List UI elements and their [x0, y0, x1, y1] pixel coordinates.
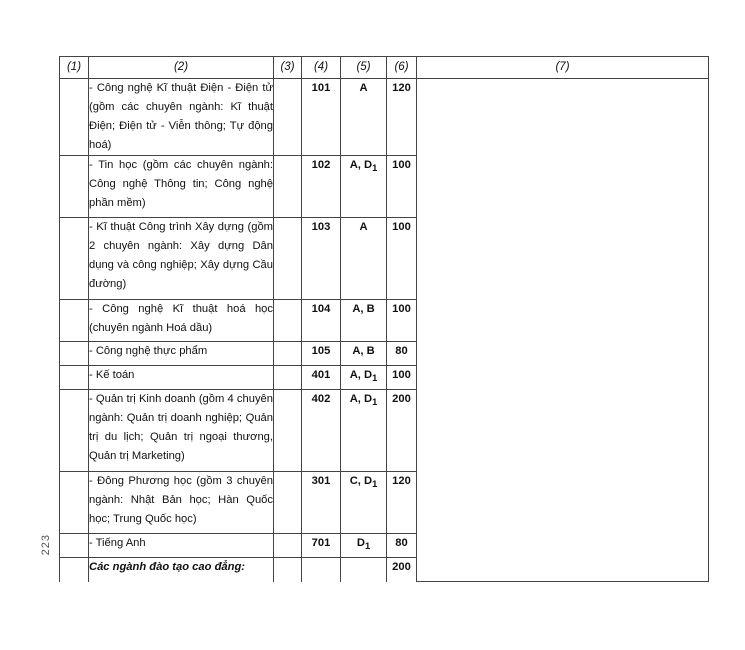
blank-cell	[274, 156, 302, 218]
group-cell	[60, 366, 89, 390]
group-cell	[60, 342, 89, 366]
exam-blocks: A, $D_1$	[341, 390, 387, 472]
exam-blocks: A	[341, 79, 387, 156]
exam-blocks: A, B	[341, 300, 387, 342]
quota: 200	[387, 558, 417, 582]
blank-cell	[341, 558, 387, 582]
blank-cell	[274, 218, 302, 300]
blank-cell	[274, 342, 302, 366]
major-name: - Kế toán	[89, 366, 274, 390]
col-header-4: (4)	[302, 57, 341, 79]
blank-cell	[274, 390, 302, 472]
major-code: 104	[302, 300, 341, 342]
major-code: 401	[302, 366, 341, 390]
exam-blocks: A, $D_1$	[341, 366, 387, 390]
blank-cell	[274, 472, 302, 534]
col-header-2: (2)	[89, 57, 274, 79]
exam-blocks: A	[341, 218, 387, 300]
header-row	[60, 57, 709, 79]
group-cell	[60, 300, 89, 342]
exam-blocks: A, B	[341, 342, 387, 366]
major-code: 102	[302, 156, 341, 218]
group-cell	[60, 156, 89, 218]
table-row	[60, 79, 709, 156]
exam-blocks: $D_1$	[341, 534, 387, 558]
group-cell	[60, 218, 89, 300]
major-code: 101	[302, 79, 341, 156]
major-name: - Quản trị Kinh doanh (gồm 4 chuyên ngành: Quản trị doanh nghiệp; Quản trị du lịch; Quản trị ngoại thương, Quản trị Marketing)	[89, 390, 274, 472]
major-name: - Công nghệ Kĩ thuật hoá học (chuyên ngành Hoá dầu)	[89, 300, 274, 342]
col-header-6: (6)	[387, 57, 417, 79]
quota: 80	[387, 342, 417, 366]
quota: 100	[387, 156, 417, 218]
major-name: - Công nghệ thực phẩm	[89, 342, 274, 366]
col-header-7: (7)	[417, 57, 709, 79]
major-code: 105	[302, 342, 341, 366]
major-name: - Tiếng Anh	[89, 534, 274, 558]
major-name: - Kĩ thuật Công trình Xây dựng (gồm 2 chuyên ngành: Xây dựng Dân dụng và công nghiệp; Xây dựng Cầu đường)	[89, 218, 274, 300]
major-name: - Đông Phương học (gồm 3 chuyên ngành: Nhật Bản học; Hàn Quốc học; Trung Quốc học)	[89, 472, 274, 534]
blank-cell	[274, 366, 302, 390]
group-cell	[60, 79, 89, 156]
quota: 120	[387, 472, 417, 534]
blank-cell	[274, 534, 302, 558]
blank-cell	[274, 79, 302, 156]
quota: 120	[387, 79, 417, 156]
quota: 200	[387, 390, 417, 472]
major-name: - Công nghệ Kĩ thuật Điện - Điện tử (gồm các chuyên ngành: Kĩ thuật Điện; Điện tử - Viễn thông; Tự động hoá)	[89, 79, 274, 156]
notes-cell	[417, 79, 709, 582]
section-title: Các ngành đào tạo cao đẳng:	[89, 558, 274, 582]
quota: 100	[387, 366, 417, 390]
major-code: 301	[302, 472, 341, 534]
group-cell	[60, 558, 89, 582]
blank-cell	[274, 300, 302, 342]
major-code: 103	[302, 218, 341, 300]
page-number: 223	[40, 534, 52, 556]
quota: 80	[387, 534, 417, 558]
col-header-5: (5)	[341, 57, 387, 79]
group-cell	[60, 390, 89, 472]
col-header-3: (3)	[274, 57, 302, 79]
quota: 100	[387, 218, 417, 300]
quota: 100	[387, 300, 417, 342]
major-code: 402	[302, 390, 341, 472]
exam-blocks: C, $D_1$	[341, 472, 387, 534]
blank-cell	[302, 558, 341, 582]
exam-blocks: A, $D_1$	[341, 156, 387, 218]
group-cell	[60, 472, 89, 534]
admissions-table	[59, 56, 709, 582]
major-name: - Tin học (gồm các chuyên ngành: Công nghệ Thông tin; Công nghệ phần mềm)	[89, 156, 274, 218]
blank-cell	[274, 558, 302, 582]
major-code: 701	[302, 534, 341, 558]
group-cell	[60, 534, 89, 558]
col-header-1: (1)	[60, 57, 89, 79]
